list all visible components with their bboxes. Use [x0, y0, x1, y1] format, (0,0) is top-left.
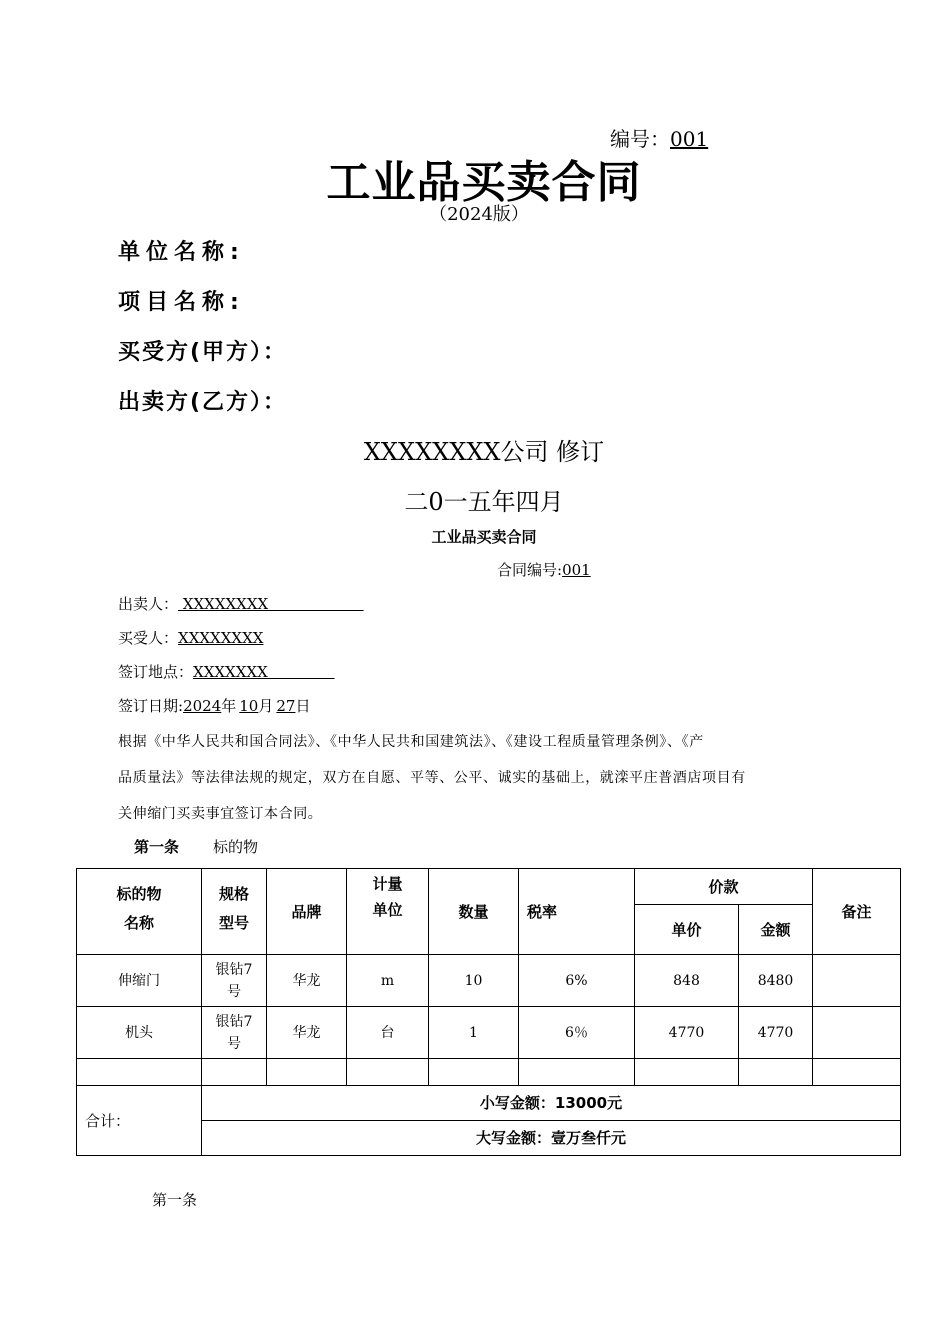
place-value: XXXXXXX — [193, 663, 335, 681]
article-one-heading — [134, 836, 258, 857]
cover-field-seller: 出卖方(乙方）： — [118, 390, 288, 415]
article-two-heading: 第一条 — [152, 1191, 198, 1209]
place-label: 签订地点： — [118, 663, 194, 681]
total-amount-figures: 小写金额：13000元 — [202, 1086, 901, 1121]
buyer-line — [118, 627, 263, 648]
cell-remark — [813, 955, 901, 1007]
sign-date-month: 10 — [239, 697, 259, 715]
header-unit-price: 单价 — [635, 905, 739, 955]
total-amount-words: 大写金额：壹万叁仟元 — [202, 1121, 901, 1156]
contract-title: 工业品买卖合同 — [431, 528, 537, 546]
sign-date-year-unit: 年 — [221, 697, 237, 715]
sign-date-year: 2024 — [183, 697, 222, 715]
buyer-label: 买受人： — [118, 629, 179, 647]
basis-paragraph-line: 根据《中华人民共和国合同法》、《中华人民共和国建筑法》、《建设工程质量管理条例》、《产 — [118, 734, 704, 750]
sign-date-day: 27 — [276, 697, 296, 715]
table-row — [77, 1007, 901, 1059]
header-price: 价款 — [635, 869, 813, 905]
cover-field-buyer: 买受方(甲方）： — [118, 340, 288, 365]
document-number-value: 001 — [670, 127, 709, 151]
sign-date-label: 签订日期: — [118, 697, 184, 715]
basis-paragraph-line: 关伸缩门买卖事宜签订本合同。 — [118, 806, 323, 822]
cell-unit-price: 848 — [635, 955, 739, 1007]
place-line — [118, 661, 357, 682]
article-one-label: 第一条 — [134, 838, 180, 856]
cell-unit: 台 — [347, 1007, 429, 1059]
header-brand: 品牌 — [267, 869, 347, 955]
article-one-title: 标的物 — [213, 838, 259, 856]
seller-value: XXXXXXXX — [178, 595, 364, 613]
header-tax-rate: 税率 — [519, 869, 635, 955]
cell-amount: 8480 — [739, 955, 813, 1007]
cell-quantity: 10 — [429, 955, 519, 1007]
cell-brand: 华龙 — [267, 1007, 347, 1059]
contract-number — [497, 559, 591, 580]
contract-number-label: 合同编号: — [497, 561, 563, 579]
seller-line — [118, 593, 404, 614]
sign-date-day-unit: 日 — [295, 697, 311, 715]
cell-spec: 银钻7 号 — [202, 955, 267, 1007]
cover-version: （2024版） — [429, 204, 529, 225]
cell-tax-rate: 6％ — [519, 1007, 635, 1059]
contract-number-value: 001 — [562, 561, 591, 579]
cell-spec: 银钻7 号 — [202, 1007, 267, 1059]
cell-brand: 华龙 — [267, 955, 347, 1007]
header-amount: 金额 — [739, 905, 813, 955]
header-quantity: 数量 — [429, 869, 519, 955]
header-remark: 备注 — [813, 869, 901, 955]
document-number-label: 编号： — [610, 127, 670, 151]
cell-remark — [813, 1007, 901, 1059]
header-item-name: 标的物 名称 — [77, 869, 202, 955]
cover-date: 二0一五年四月 — [404, 488, 564, 516]
cover-reviser: XXXXXXXX公司 修订 — [363, 438, 605, 466]
header-unit: 计量 单位 — [347, 869, 429, 955]
cell-tax-rate: 6% — [519, 955, 635, 1007]
cell-amount: 4770 — [739, 1007, 813, 1059]
table-row-empty — [77, 1059, 901, 1086]
buyer-value: XXXXXXXX — [178, 629, 264, 647]
cover-field-unit-name: 单位名称: — [118, 240, 245, 265]
total-label: 合计： — [77, 1086, 202, 1156]
goods-table — [76, 868, 901, 1156]
sign-date-month-unit: 月 — [258, 697, 274, 715]
cell-name: 伸缩门 — [77, 955, 202, 1007]
cell-unit-price: 4770 — [635, 1007, 739, 1059]
cell-quantity: 1 — [429, 1007, 519, 1059]
cover-title: 工业品买卖合同 — [326, 157, 642, 208]
cell-name: 机头 — [77, 1007, 202, 1059]
seller-label: 出卖人： — [118, 595, 179, 613]
table-row — [77, 955, 901, 1007]
basis-paragraph-line: 品质量法》等法律法规的规定，双方在自愿、平等、公平、诚实的基础上，就滦平庄普酒店项目有 — [118, 770, 746, 786]
header-spec-model: 规格 型号 — [202, 869, 267, 955]
cover-field-project-name: 项目名称: — [118, 290, 245, 315]
cell-unit: m — [347, 955, 429, 1007]
sign-date-line — [118, 695, 310, 716]
